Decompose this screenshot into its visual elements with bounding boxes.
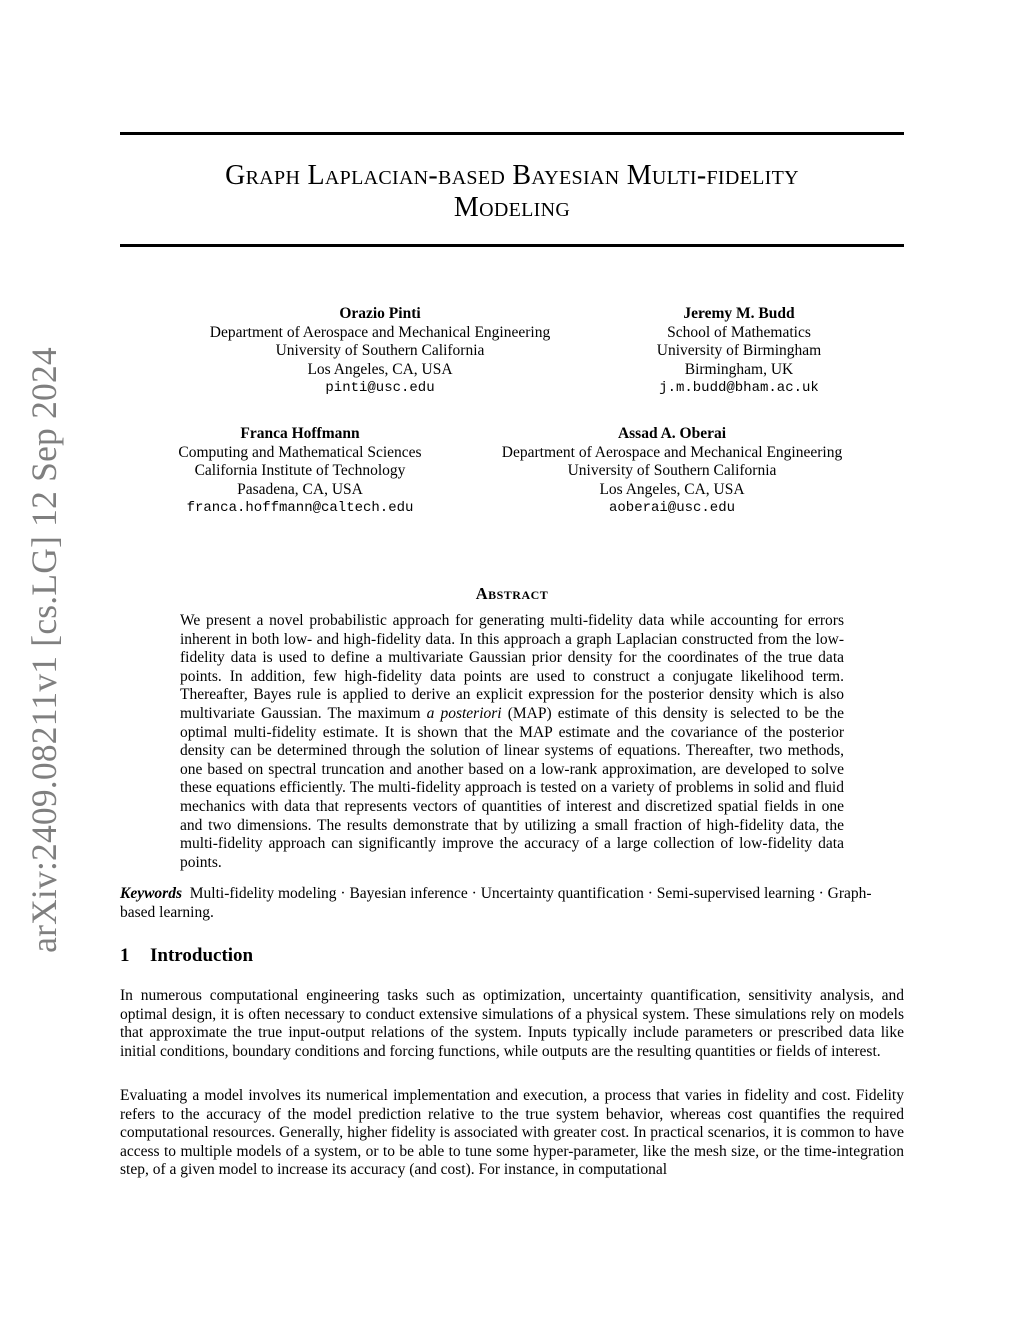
author-affiliation-line: Los Angeles, CA, USA (307, 360, 453, 378)
author-email[interactable]: pinti@usc.edu (325, 380, 435, 397)
intro-paragraph-2: Evaluating a model involves its numerical implementation and execution, a process that varies in fidelity and cost. Fidelity refers to the accuracy of the model prediction relative to the true system behavior, whereas cost quantifies the required computational resources. Generally, higher fidelity is associated with greater cost. In practical scenarios, it is common to have access to multiple models of a system, or to be able to tune some hyper-parameter, like the mesh size, or the time-integration step, of a given model to increase its accuracy (and cost). For instance, in computational (120, 1087, 904, 1179)
arxiv-stamp: arXiv:2409.08211v1 [cs.LG] 12 Sep 2024 (24, 347, 64, 953)
author-block-3 (150, 425, 450, 518)
title-rule-bottom (120, 244, 904, 247)
author-affiliation-line: Department of Aerospace and Mechanical Engineering (501, 443, 843, 461)
author-affiliation-line: University of Southern California (275, 342, 485, 360)
title-rule-top (120, 132, 904, 135)
author-affiliation-line: Pasadena, CA, USA (237, 480, 363, 498)
author-affiliation-line: Los Angeles, CA, USA (599, 480, 745, 498)
author-affiliation-line: University of Southern California (567, 462, 777, 480)
author-affiliation-line: Birmingham, UK (684, 360, 794, 378)
section-heading-introduction (120, 945, 253, 967)
author-name: Franca Hoffmann (240, 425, 360, 442)
keywords (120, 885, 904, 922)
author-affiliation-line: California Institute of Technology (194, 462, 406, 480)
author-affiliation-line: Department of Aerospace and Mechanical Engineering (209, 323, 551, 341)
abstract-text-part-2: (MAP) estimate of this density is selected to be the optimal multi-fidelity estimate. It is shown that the MAP estimate and the covariance of the posterior density can be determined through the solution of linear systems of equations. Thereafter, two methods, one based on spectral truncation and another based on a low-rank approximation, are developed to solve these equations efficiently. The multi-fidelity approach is tested on a variety of problems in solid and fluid mechanics with data that represents vectors of quantities of interest and discretized spatial fields in one and two dimensions. The results demonstrate that by utilizing a small fraction of high-fidelity data, the multi-fidelity approach can significantly improve the accuracy of a large collection of low-fidelity data points. (180, 704, 845, 871)
abstract-heading: Abstract (475, 584, 549, 603)
section-title: Introduction (150, 945, 254, 966)
author-block-2 (609, 305, 869, 398)
section-number: 1 (120, 945, 130, 966)
author-affiliation-line: University of Birmingham (656, 342, 822, 360)
author-email[interactable]: franca.hoffmann@caltech.edu (186, 500, 414, 517)
author-name: Jeremy M. Budd (683, 305, 795, 322)
paper-title (120, 160, 904, 224)
title-line-1: Graph Laplacian-based Bayesian Multi-fidelity (225, 160, 799, 191)
author-email[interactable]: j.m.budd@bham.ac.uk (659, 380, 819, 397)
author-block-4 (472, 425, 872, 518)
author-name: Assad A. Oberai (617, 425, 727, 442)
abstract-text-part-1: We present a novel probabilistic approach for generating multi-fidelity data while accounting for errors inherent in both low- and high-fidelity data. In this approach a graph Laplacian constructed from the low-fidelity data is used to define a multivariate Gaussian prior density for the coordinates of the true data points. In addition, few high-fidelity data points are used to construct a conjugate likelihood term. Thereafter, Bayes rule is applied to derive an explicit expression for the posterior density which is also multivariate Gaussian. The maximum (180, 612, 844, 722)
intro-paragraph-1: In numerous computational engineering tasks such as optimization, uncertainty quantification, sensitivity analysis, and optimal design, it is often necessary to conduct extensive simulations of a physical system. These simulations rely on models that approximate the true input-output relations of the system. Inputs typically include parameters or prescribed data like initial conditions, boundary conditions and forcing functions, while outputs are the resulting quantities or fields of interest. (120, 987, 904, 1060)
keywords-label: Keywords (120, 885, 182, 902)
author-email[interactable]: aoberai@usc.edu (608, 500, 736, 517)
abstract-italic-phrase: a posteriori (426, 704, 502, 722)
author-name: Orazio Pinti (339, 305, 421, 322)
title-line-2: Modeling (453, 192, 571, 223)
author-affiliation-line: School of Mathematics (667, 323, 811, 341)
author-affiliation-line: Computing and Mathematical Sciences (178, 443, 422, 461)
abstract-body (180, 612, 844, 872)
keywords-text: Multi-fidelity modeling · Bayesian inference · Uncertainty quantification · Semi-supervised learning · Graph-based learning. (120, 885, 872, 921)
author-block-1 (160, 305, 600, 398)
